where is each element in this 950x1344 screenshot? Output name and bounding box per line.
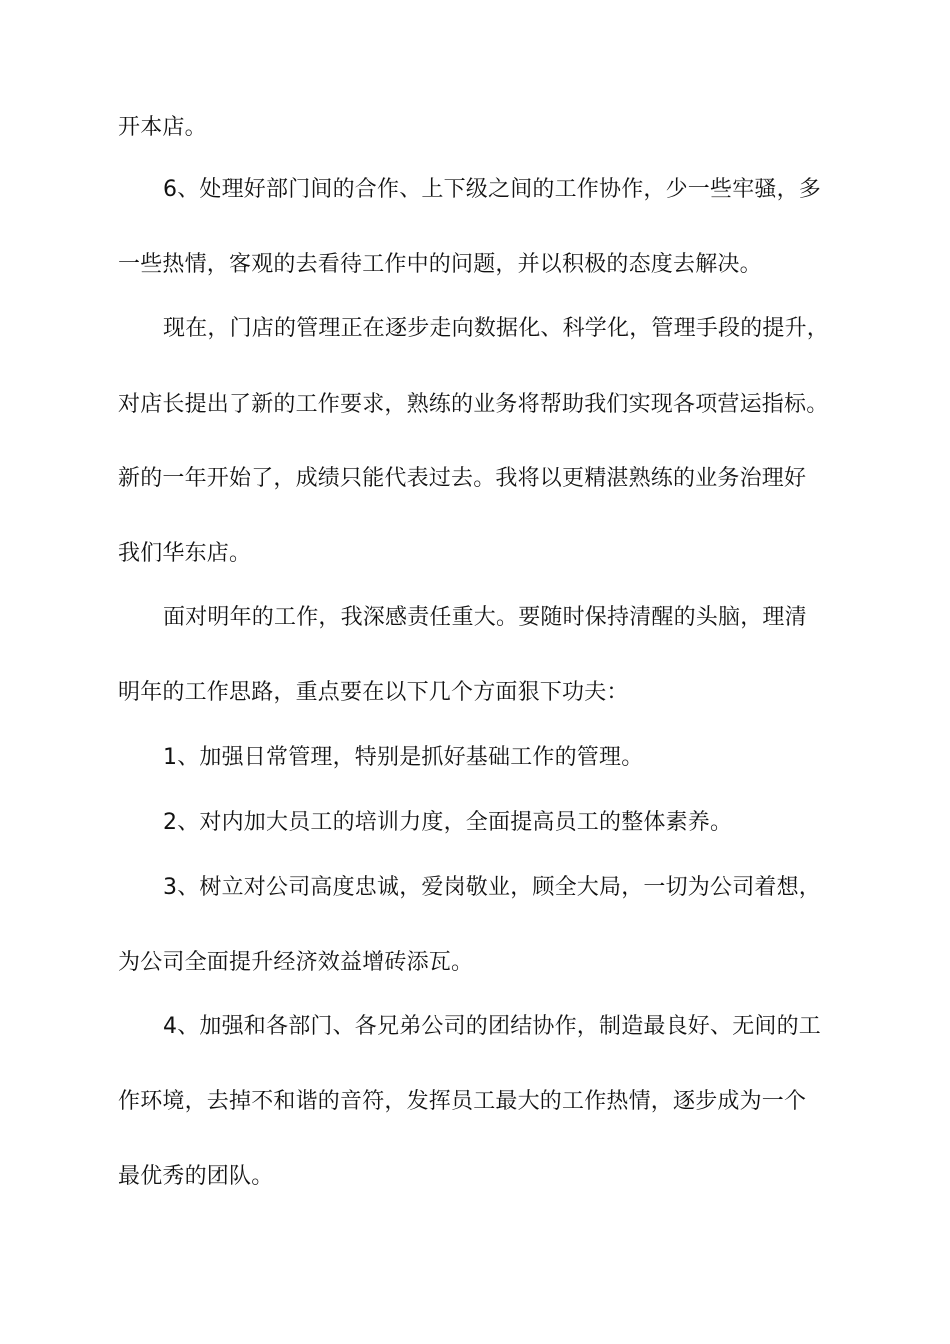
text-line: 1、加强日常管理，特别是抓好基础工作的管理。 [163,745,644,770]
text-line: 作环境，去掉不和谐的音符，发挥员工最大的工作热情，逐步成为一个 [118,1089,807,1114]
text-line: 2、对内加大员工的培训力度，全面提高员工的整体素养。 [163,810,733,835]
text-line: 最优秀的团队。 [118,1164,274,1189]
text-line: 4、加强和各部门、各兄弟公司的团结协作，制造最良好、无间的工 [163,1014,821,1039]
text-line: 为公司全面提升经济效益增砖添瓦。 [118,950,474,975]
text-line: 新的一年开始了，成绩只能代表过去。我将以更精湛熟练的业务治理好 [118,466,807,491]
text-line: 对店长提出了新的工作要求，熟练的业务将帮助我们实现各项营运指标。 [118,392,829,417]
text-line: 6、处理好部门间的合作、上下级之间的工作协作，少一些牢骚，多 [163,177,821,202]
text-line: 开本店。 [118,115,207,140]
text-line: 现在，门店的管理正在逐步走向数据化、科学化，管理手段的提升， [163,316,830,341]
text-line: 3、树立对公司高度忠诚，爱岗敬业，顾全大局，一切为公司着想， [163,875,821,900]
text-line: 一些热情，客观的去看待工作中的问题，并以积极的态度去解决。 [118,252,762,277]
text-line: 我们华东店。 [118,541,252,566]
text-line: 面对明年的工作，我深感责任重大。要随时保持清醒的头脑，理清 [163,605,807,630]
text-line: 明年的工作思路，重点要在以下几个方面狠下功夫： [118,680,629,705]
